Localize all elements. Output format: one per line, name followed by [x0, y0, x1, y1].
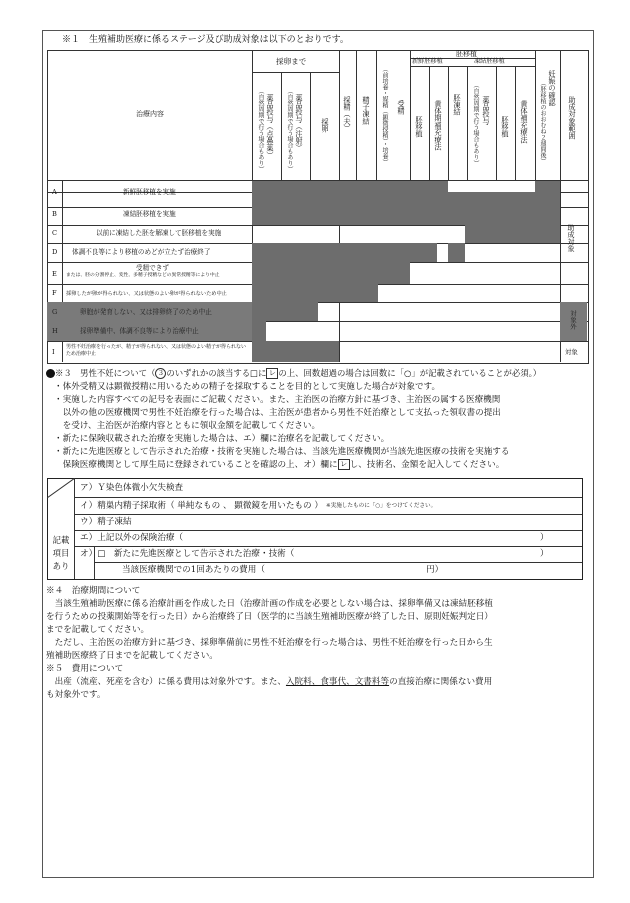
row-text-e: 受精できず [136, 264, 169, 272]
box-side-label: 記載項目あり [52, 535, 70, 571]
row-id-f: F [52, 289, 57, 297]
row-id-d: D [52, 248, 58, 256]
row-text-d: 体調不良等により移植のめどが立たず治療終了 [72, 248, 211, 256]
row-id-g: G [52, 308, 58, 316]
row-text-h: 採卵準備中、体調不良等により治療中止 [80, 327, 199, 335]
note4-line-2: を行うための投薬開始等を行った日）から治療終了日（医学的に当該生殖補助医療が終了した日、原則妊娠判定日） [46, 612, 493, 622]
header-scope: 助成対象範囲 [568, 96, 577, 140]
box-diagonal [47, 478, 75, 498]
bar-i [252, 341, 339, 362]
box-item-o-close: ） [540, 549, 549, 559]
note3-bullet-2: ・実施した内容すべての記号を表面にご記載ください。また、主治医の治療方針に基づき、主治医の属する医療機関 [54, 395, 501, 405]
note3-bullet-5: ・新たに保険収載された治療を実施した場合は、エ）欄に治療名を記載してください。 [54, 434, 390, 444]
note4-line-1: 当該生殖補助医療に係る治療計画を作成した日（治療計画の作成を必要としない場合は、採卵準備又は凍結胚移植 [46, 599, 493, 609]
box-item-e-close: ） [540, 533, 549, 543]
row-text-f: 採卵したが卵が得られない、又は状態のよい卵が得られないため中止 [66, 291, 227, 297]
box-cost-label: 当該医療機関での1回あたりの費用（ [122, 565, 265, 575]
header-drug-injection-sub: （自然周期で行う場合もあり） [286, 88, 293, 172]
header-egg-retrieval: 採卵まで [276, 57, 307, 66]
header-luteal: 黄体期補充療法 [434, 100, 443, 151]
header-retrieval: 採卵 [321, 118, 330, 133]
header-drug-natural-sub: （自然周期で行う場合もあり） [257, 88, 264, 172]
header-fertilization: 受精 [397, 100, 406, 115]
checkbox-sample-2: レ [338, 459, 350, 470]
bar-a [252, 181, 448, 207]
header-pregnancy-sub: （胚移植のおおむね２週間後） [539, 80, 546, 164]
note5-underlined: 入院料、食事代、文書料等 [285, 677, 390, 687]
header-et-frozen: 胚移植 [501, 116, 510, 138]
note4-line-5: 殖補助医療終了日までを記載してください。 [46, 651, 218, 661]
box-item-i: イ）精巣内精子採取術（ 単純なもの 、 顕微鏡を用いたもの ） $^{※実施したものに「○」をつけてください。}$ [80, 501, 437, 511]
note4-line-4: ただし、主治医の治療方針に基づき、採卵準備前に男性不妊治療を行った場合は、男性不妊治療を行った日から生 [46, 638, 493, 648]
filled-circle-icon [46, 369, 55, 378]
row-text-i: 男性不妊治療を行ったが、精子が得られない、又は状態のよい精子が得られないため治療中止 [66, 344, 247, 357]
bar-b-right-top [448, 192, 560, 207]
row-id-a: A [52, 188, 57, 196]
header-luteal-frozen: 黄体補充療法 [520, 100, 529, 144]
scope-target: 助成対象 [567, 224, 575, 252]
header-drug-injection: 薬品投与（注射） [295, 94, 304, 152]
box-item-u: ウ）精子凍結 [80, 517, 132, 527]
row-text-c: 以前に凍結した胚を解凍して胚移植を実施 [96, 229, 222, 237]
row-id-h: H [52, 327, 58, 335]
header-sperm-freeze: 精子凍結 [362, 96, 371, 125]
header-treatment: 治療内容 [136, 110, 164, 118]
bar-c [448, 207, 560, 225]
note5-heading: ※５ 費用について [46, 664, 124, 674]
bar-e [252, 262, 410, 284]
box-item-a: ア）Ｙ染色体微小欠失検査 [80, 483, 184, 493]
row-id-b: B [52, 210, 57, 218]
note5-line-1: 出産（流産、死産を含む）に係る費用は対象外です。また、入院料、食事代、文書料等の直接治療に関係ない費用 [46, 677, 493, 687]
box-item-e: エ）上記以外の保険治療（ [80, 533, 184, 543]
bar-g [252, 302, 318, 321]
header-embryo-transfer: 胚移植 [456, 50, 477, 58]
row-id-i: I [52, 348, 55, 356]
box-cost-unit: 円） [426, 565, 444, 575]
header-pregnancy: 妊娠の確認 [548, 70, 557, 106]
row-id-e: E [52, 270, 57, 278]
row-text-a: 新鮮胚移植を実施 [123, 188, 176, 196]
scope-outside: 対象外 [569, 310, 577, 330]
bar-b-left [252, 207, 448, 225]
note3-bullet-7: 保険医療機関として厚生局に登録されていることを確認の上、オ）欄に レ し、技術名、金額を記入してください。 [54, 460, 505, 470]
header-fertilization-sub: （前培養・媒精（顕微授精）・培養） [381, 66, 388, 165]
checkbox-sample: レ [266, 368, 278, 379]
note1-heading: ※１ 生殖補助医療に係るステージ及び助成対象は以下のとおりです。 [62, 35, 349, 45]
row-id-c: C [52, 229, 58, 237]
header-drug-admin: 薬品投与 [482, 96, 491, 125]
header-drug-natural: 薬品投与（点鼻薬） [266, 94, 275, 159]
header-drug-admin-sub: （自然周期で行う場合もあり） [472, 82, 479, 166]
row-sub-e: または、胚の分割停止、変性、多精子授精などの異常授精等により中止 [66, 273, 220, 278]
header-embryo-freeze: 胚凍結 [453, 94, 462, 116]
circled-number: ３ [155, 368, 166, 379]
note3-bullet-1: ・体外受精又は顕微授精に用いるための精子を採取することを目的として実施した場合が対象です。 [54, 382, 441, 392]
note3-bullet-3: 以外の他の医療機関で男性不妊治療を行った場合は、主治医が患者から男性不妊治療として支払った領収書の提出 [54, 408, 501, 418]
header-sperm: 採精（夫） [343, 96, 352, 132]
note4-heading: ※４ 治療期間について [46, 586, 141, 596]
header-et-fresh: 胚移植 [415, 116, 424, 138]
box-item-o: オ）□ 新たに先進医療として告示された治療・技術（ [80, 549, 295, 559]
header-frozen: 凍結胚移植 [474, 58, 505, 65]
note3-line1: ※３ 男性不妊について（ ３ のいずれかの該当する□に レ の上、回数超過の場合は回数に「○」が記載されていることが必須。） [46, 367, 541, 379]
row-text-g: 卵胞が発育しない、又は排卵終了のため中止 [80, 308, 212, 316]
note3-bullet-6: ・新たに先進医療として告示された治療・技術を実施した場合は、当該先進医療機関が当該先進医療の技術を実施する [54, 447, 510, 457]
note3-bullet-4: を受け、主治医が治療内容とともに領収金額を記載してください。 [54, 421, 321, 431]
note4-line-3: までを記載してください。 [46, 625, 150, 635]
bar-d [252, 243, 437, 262]
scope-target-i: 対象 [565, 348, 578, 356]
row-text-b: 凍結胚移植を実施 [123, 210, 176, 218]
note5-line-2: も対象外です。 [46, 690, 106, 700]
bar-a-preg [535, 181, 560, 192]
header-fresh: 新鮮胚移植 [412, 58, 443, 65]
bar-c2 [465, 225, 560, 243]
bar-f [252, 284, 378, 302]
bar-h [252, 321, 266, 341]
box-item-i-note: ※実施したものに「○」をつけてください。 [325, 503, 437, 509]
bar-d2 [448, 243, 465, 262]
